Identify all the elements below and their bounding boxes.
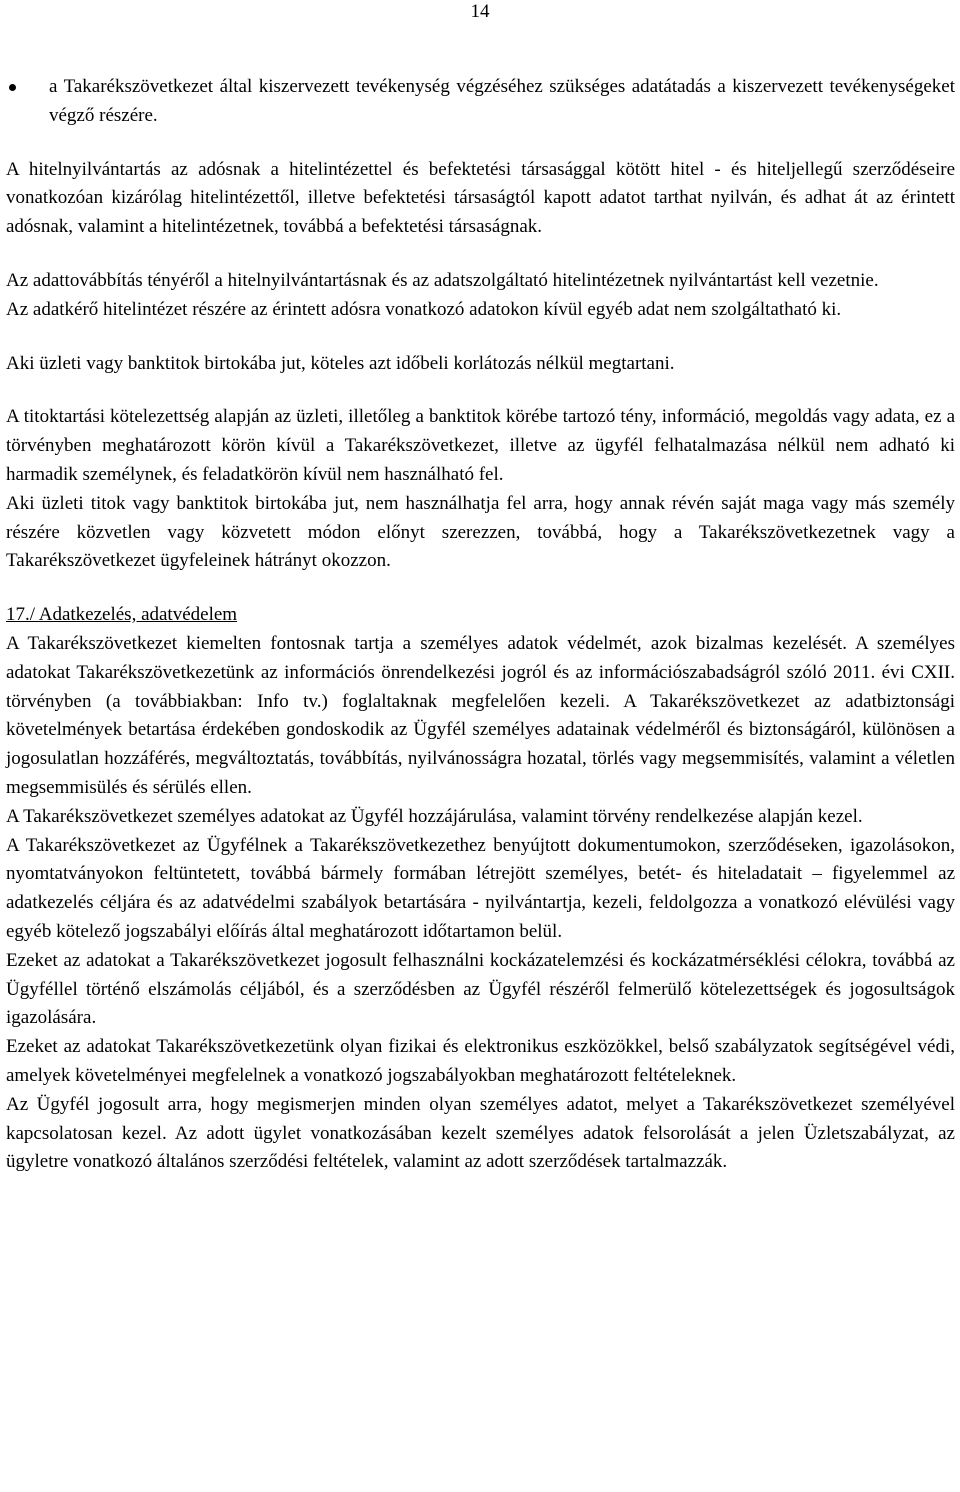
section-paragraph: A Takarékszövetkezet kiemelten fontosnak tartja a személyes adatok védelmét, azok bizalmas kezelését. A személyes adatokat Takarékszövetkezetünk az információs önrendelkezési jogról és az információszabadságról szóló 2011. évi CXII. törvényben (a továbbiakban: Info tv.) foglaltaknak megfelelően kezeli. A Takarékszövetkezet az adatbiztonsági követelmények betartása érdekében gondoskodik az Ügyfél személyes adatainak védelméről és biztonságáról, különösen a jogosulatlan hozzáférés, megváltoztatás, továbbítás, nyilvánosságra hozatal, törlés vagy megsemmisítés, valamint a véletlen megsemmisülés és sérülés ellen. — [6, 632, 955, 798]
paragraph-requesting-institution: Az adatkérő hitelintézet részére az érintett adósra vonatkozó adatokon kívül egyéb adat nem szolgáltatható ki. — [6, 298, 842, 320]
section-paragraph: Az Ügyfél jogosult arra, hogy megismerjen minden olyan személyes adatot, melyet a Takarékszövetkezet személyével kapcsolatosan kezel. Az adott ügylet vonatkozásában kezelt személyes adatok felsorolását a jelen Üzletszabályzat, az ügyletre vonatkozó általános szerződési feltételek, valamint az adott szerződések tartalmazzák. — [6, 1093, 955, 1173]
bullet-item-text: a Takarékszövetkezet által kiszervezett tevékenység végzéséhez szükséges adatátadás a kiszervezett tevékenységeket végző részére. — [49, 76, 955, 126]
bullet-dot-icon — [9, 84, 16, 91]
paragraph-confidentiality-obligation: A titoktartási kötelezettség alapján az üzleti, illetőleg a banktitok körébe tartozó tény, információ, megoldás vagy adata, ez a törvényben meghatározott körön kívül a Takarékszövetkezet, illetve az ügyfél felhatalmazása nélkül nem adható ki harmadik személynek, és feladatkörön kívül nem használható fel. — [6, 406, 955, 485]
bullet-item — [6, 73, 955, 131]
paragraph-credit-registry: A hitelnyilvántartás az adósnak a hitelintézettel és befektetési társasággal kötött hitel - és hiteljellegű szerződéseire vonatkozóan kizárólag hitelintézettől, illetve befektetési társaságtól kapott adatot tarthat nyilván, és adhat át az érintett adósnak, valamint a hitelintézetnek, továbbá a befektetési társaságnak. — [6, 158, 955, 238]
section-paragraph: A Takarékszövetkezet személyes adatokat az Ügyfél hozzájárulása, valamint törvény rendelkezése alapján kezel. — [6, 805, 863, 827]
section-paragraph: Ezeket az adatokat a Takarékszövetkezet jogosult felhasználni kockázatelemzési és kockázatmérséklési célokra, továbbá az Ügyféllel történő elszámolás céljából, és a szerződésben az Ügyfél részéről felmerülő kötelezettségek és jogosultságok igazolására. — [6, 949, 955, 1029]
section-paragraph: A Takarékszövetkezet az Ügyfélnek a Takarékszövetkezethez benyújtott dokumentumokon, szerződéseken, igazolásokon, nyomtatványokon feltüntetett, továbbá bármely formában létrejött személyes, betét- és hiteladatait – figyelemmel az adatkezelés céljára és az adatvédelmi szabályok betartására - nyilvántartja, kezeli, feldolgozza a vonatkozó elévülési vagy egyéb kötelező jogszabályi előírás által meghatározott időtartamon belül. — [6, 834, 955, 942]
document-body — [6, 73, 955, 1177]
paragraph-secret-misuse: Aki üzleti titok vagy banktitok birtokába jut, nem használhatja fel arra, hogy annak révén saját maga vagy más személy részére közvetlen vagy közvetett módon előnyt szerezzen, továbbá, hogy a Takarékszövetkezetnek vagy a Takarékszövetkezet ügyfeleinek hátrányt okozzon. — [6, 492, 955, 572]
paragraph-data-transfer-record: Az adattovábbítás tényéről a hitelnyilvántartásnak és az adatszolgáltató hitelintézetnek nyilvántartást kell vezetnie. — [6, 269, 879, 291]
section-paragraph: Ezeket az adatokat Takarékszövetkezetünk olyan fizikai és elektronikus eszközökkel, belső szabályzatok segítségével védi, amelyek követelményei megfelelnek a vonatkozó jogszabályokban meghatározott feltételeknek. — [6, 1036, 955, 1086]
section-heading: 17./ Adatkezelés, adatvédelem — [6, 604, 238, 626]
section-data-protection — [6, 601, 955, 1177]
paragraph-secret-keeping: Aki üzleti vagy banktitok birtokába jut, köteles azt időbeli korlátozás nélkül megtartani. — [6, 352, 675, 374]
page-number: 14 — [470, 1, 490, 22]
